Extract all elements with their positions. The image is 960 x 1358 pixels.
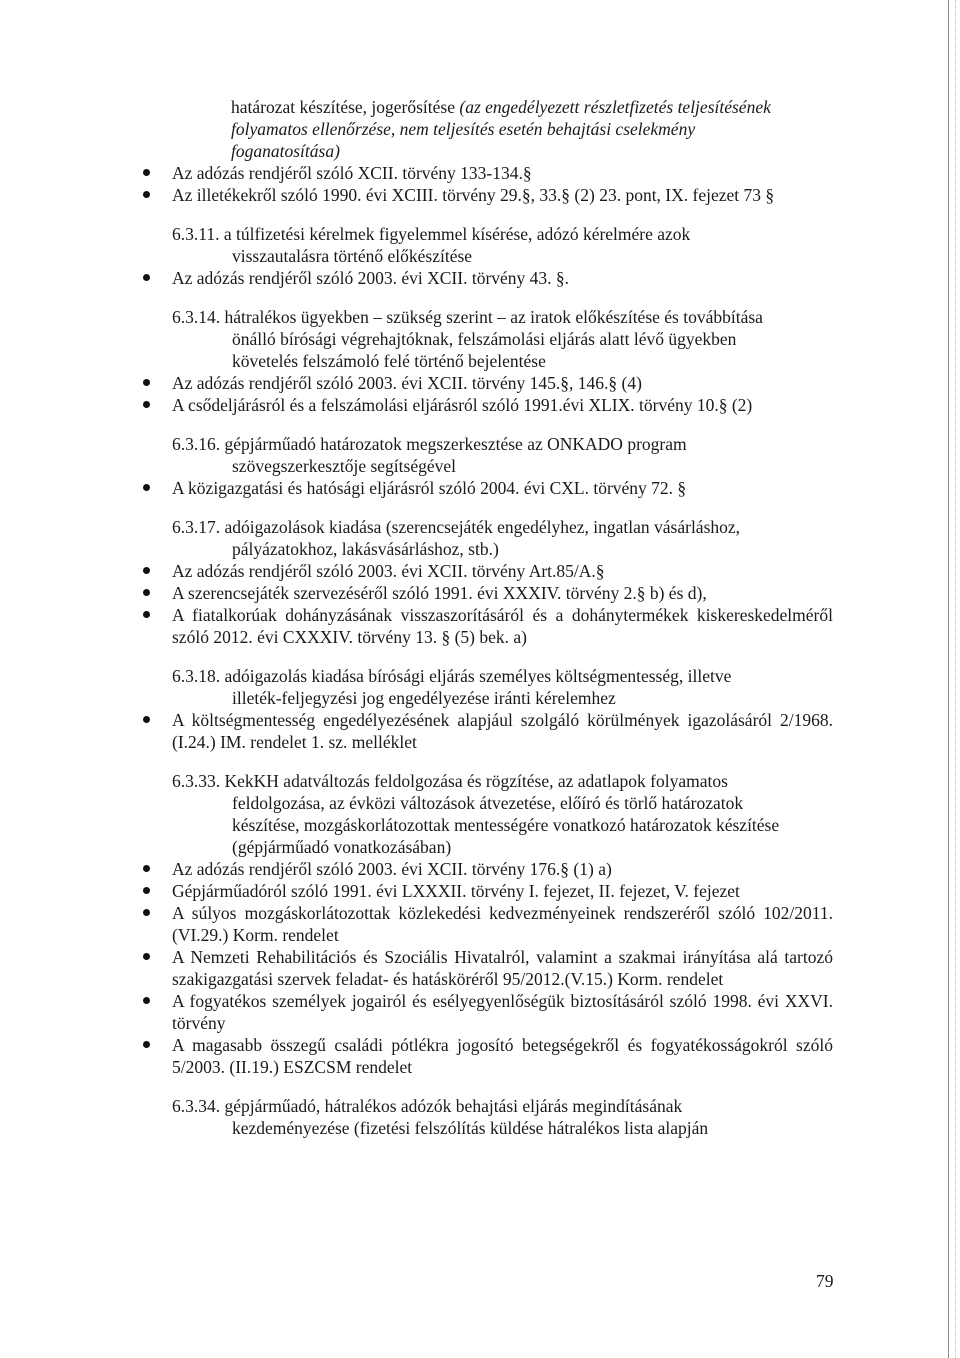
section-title-continuation: visszautalásra történő előkészítése <box>232 246 473 266</box>
legal-reference-item <box>143 1034 833 1078</box>
section-heading-first-line <box>172 306 833 328</box>
section-list <box>143 223 833 1139</box>
section-heading <box>172 306 833 372</box>
bullet-dot-icon <box>143 567 150 574</box>
legal-reference-text: Az adózás rendjéről szóló 2003. évi XCII. törvény 145.§, 146.§ (4) <box>172 373 642 393</box>
legal-reference-text: Az illetékekről szóló 1990. évi XCIII. törvény 29.§, 33.§ (2) 23. pont, IX. fejezet 73 § <box>172 185 775 205</box>
bullet-dot-icon <box>143 191 150 198</box>
section-heading <box>172 665 833 709</box>
page-number: 79 <box>816 1271 834 1291</box>
legal-reference-item <box>143 162 833 184</box>
bullet-dot-icon <box>143 953 150 960</box>
section-block <box>143 516 833 648</box>
section-title-continuation: készítése, mozgáskorlátozottak mentességére vonatkozó határozatok készítése <box>232 815 780 835</box>
section-title-continuation: követelés felszámoló felé történő bejelentése <box>232 351 546 371</box>
bullet-dot-icon <box>143 909 150 916</box>
legal-reference-item <box>143 604 833 648</box>
bullet-dot-icon <box>143 274 150 281</box>
legal-reference-text: A szerencsejáték szervezéséről szóló 1991. évi XXXIV. törvény 2.§ b) és d), <box>172 583 707 603</box>
bullet-dot-icon <box>143 997 150 1004</box>
section-title-continuation: pályázatokhoz, lakásvásárláshoz, stb.) <box>232 539 499 559</box>
section-heading-first-line <box>172 770 833 792</box>
section-title: gépjárműadó határozatok megszerkesztése az ONKADO program <box>224 434 687 454</box>
intro-text-plain: határozat készítése, jogerősítése <box>231 97 460 117</box>
bullet-dot-icon <box>143 865 150 872</box>
bullet-dot-icon <box>143 611 150 618</box>
legal-reference-item <box>143 560 833 582</box>
bullet-dot-icon <box>143 379 150 386</box>
bullet-dot-icon <box>143 887 150 894</box>
section-heading-first-line <box>172 1095 833 1117</box>
intro-line-3 <box>231 140 833 162</box>
page-edge-scan-mark <box>955 0 956 1358</box>
section-heading <box>172 223 833 267</box>
section-number: 6.3.18. <box>172 666 221 686</box>
section-block <box>143 665 833 753</box>
legal-reference-item <box>143 709 833 753</box>
section-title: gépjárműadó, hátralékos adózók behajtási eljárás megindításának <box>224 1096 683 1116</box>
section-title-continuation: szövegszerkesztője segítségével <box>232 456 457 476</box>
legal-reference-text: A Nemzeti Rehabilitációs és Szociális Hivatalról, valamint a szakmai irányítása alá tartozó szakigazgatási szervek feladat- és hatásköréről 95/2012.(V.15.) Korm. rendelet <box>172 947 833 989</box>
legal-reference-text: A fogyatékos személyek jogairól és esélyegyenlőségük biztosításáról szóló 1998. évi XXVI. törvény <box>172 991 833 1033</box>
document-body <box>143 96 833 1139</box>
legal-reference-text: A fiatalkorúak dohányzásának visszaszorításáról és a dohánytermékek kiskereskedelméről szóló 2012. évi CXXXIV. törvény 13. § (5) bek. a) <box>172 605 833 647</box>
legal-reference-item <box>143 880 833 902</box>
section-heading-first-line <box>172 433 833 455</box>
bullet-dot-icon <box>143 716 150 723</box>
section-number: 6.3.16. <box>172 434 221 454</box>
legal-reference-item <box>143 394 833 416</box>
bullet-dot-icon <box>143 484 150 491</box>
section-title: a túlfizetési kérelmek figyelemmel kísérése, adózó kérelmére azok <box>223 224 691 244</box>
bullet-dot-icon <box>143 589 150 596</box>
section-heading <box>172 770 833 858</box>
intro-line-2 <box>231 118 833 140</box>
intro-line-1 <box>231 96 833 118</box>
section-heading-first-line <box>172 223 833 245</box>
section-block <box>143 433 833 499</box>
section-title-continuation: kezdeményezése (fizetési felszólítás küldése hátralékos lista alapján <box>232 1118 709 1138</box>
page-edge-line <box>948 0 949 1358</box>
intro-text-italic-3: foganatosítása) <box>231 141 340 161</box>
bullet-dot-icon <box>143 401 150 408</box>
section-title-continuation: illeték-feljegyzési jog engedélyezése iránti kérelemhez <box>232 688 616 708</box>
intro-text-italic-1: (az engedélyezett részletfizetés teljesítésének <box>459 97 771 117</box>
section-number: 6.3.17. <box>172 517 221 537</box>
section-number: 6.3.33. <box>172 771 221 791</box>
section-number: 6.3.14. <box>172 307 221 327</box>
section-title-continuation: feldolgozása, az évközi változások átvezetése, előíró és törlő határozatok <box>232 793 744 813</box>
section-block <box>143 306 833 416</box>
intro-text-italic-2: folyamatos ellenőrzése, nem teljesítés esetén behajtási cselekmény <box>231 119 696 139</box>
legal-reference-text: Az adózás rendjéről szóló XCII. törvény 133-134.§ <box>172 163 532 183</box>
legal-reference-item <box>143 184 833 206</box>
section-title-continuation: önálló bírósági végrehajtóknak, felszámolási eljárás alatt lévő ügyekben <box>232 329 737 349</box>
section-title-continuation: (gépjárműadó vonatkozásában) <box>232 837 452 857</box>
section-block <box>143 1095 833 1139</box>
section-number: 6.3.34. <box>172 1096 221 1116</box>
section-heading-first-line <box>172 516 833 538</box>
section-number: 6.3.11. <box>172 224 220 244</box>
legal-reference-text: A csődeljárásról és a felszámolási eljárásról szóló 1991.évi XLIX. törvény 10.§ (2) <box>172 395 753 415</box>
legal-reference-text: Az adózás rendjéről szóló 2003. évi XCII. törvény 43. §. <box>172 268 570 288</box>
legal-reference-text: A közigazgatási és hatósági eljárásról szóló 2004. évi CXL. törvény 72. § <box>172 478 687 498</box>
section-block <box>143 223 833 289</box>
section-title: adóigazolások kiadása (szerencsejáték engedélyhez, ingatlan vásárláshoz, <box>224 517 741 537</box>
section-title: KekKH adatváltozás feldolgozása és rögzítése, az adatlapok folyamatos <box>224 771 728 791</box>
section-heading <box>172 1095 833 1139</box>
legal-reference-item <box>143 990 833 1034</box>
legal-reference-item <box>143 267 833 289</box>
legal-reference-text: A költségmentesség engedélyezésének alapjául szolgáló körülmények igazolásáról 2/1968.(I.24.) IM. rendelet 1. sz. melléklet <box>172 710 833 752</box>
legal-reference-text: Az adózás rendjéről szóló 2003. évi XCII. törvény Art.85/A.§ <box>172 561 605 581</box>
bullet-dot-icon <box>143 1041 150 1048</box>
legal-reference-text: Gépjárműadóról szóló 1991. évi LXXXII. törvény I. fejezet, II. fejezet, V. fejezet <box>172 881 740 901</box>
legal-reference-text: A magasabb összegű családi pótlékra jogosító betegségekről és fogyatékosságokról szóló 5/2003. (II.19.) ESZCSM rendelet <box>172 1035 833 1077</box>
legal-reference-text: A súlyos mozgáskorlátozottak közlekedési kedvezményeinek rendszeréről szóló 102/2011. (VI.29.) Korm. rendelet <box>172 903 833 945</box>
section-heading-first-line <box>172 665 833 687</box>
section-title: adóigazolás kiadása bírósági eljárás személyes költségmentesség, illetve <box>224 666 732 686</box>
bullet-dot-icon <box>143 169 150 176</box>
intro-paragraph <box>231 96 833 162</box>
legal-reference-item <box>143 902 833 946</box>
section-heading <box>172 433 833 477</box>
section-heading <box>172 516 833 560</box>
legal-reference-item <box>143 858 833 880</box>
section-title: hátralékos ügyekben – szükség szerint – az iratok előkészítése és továbbítása <box>224 307 763 327</box>
legal-reference-item <box>143 946 833 990</box>
legal-reference-item <box>143 582 833 604</box>
legal-reference-item <box>143 372 833 394</box>
legal-reference-item <box>143 477 833 499</box>
intro-bullet-list <box>143 162 833 206</box>
legal-reference-text: Az adózás rendjéről szóló 2003. évi XCII. törvény 176.§ (1) a) <box>172 859 612 879</box>
section-block <box>143 770 833 1078</box>
